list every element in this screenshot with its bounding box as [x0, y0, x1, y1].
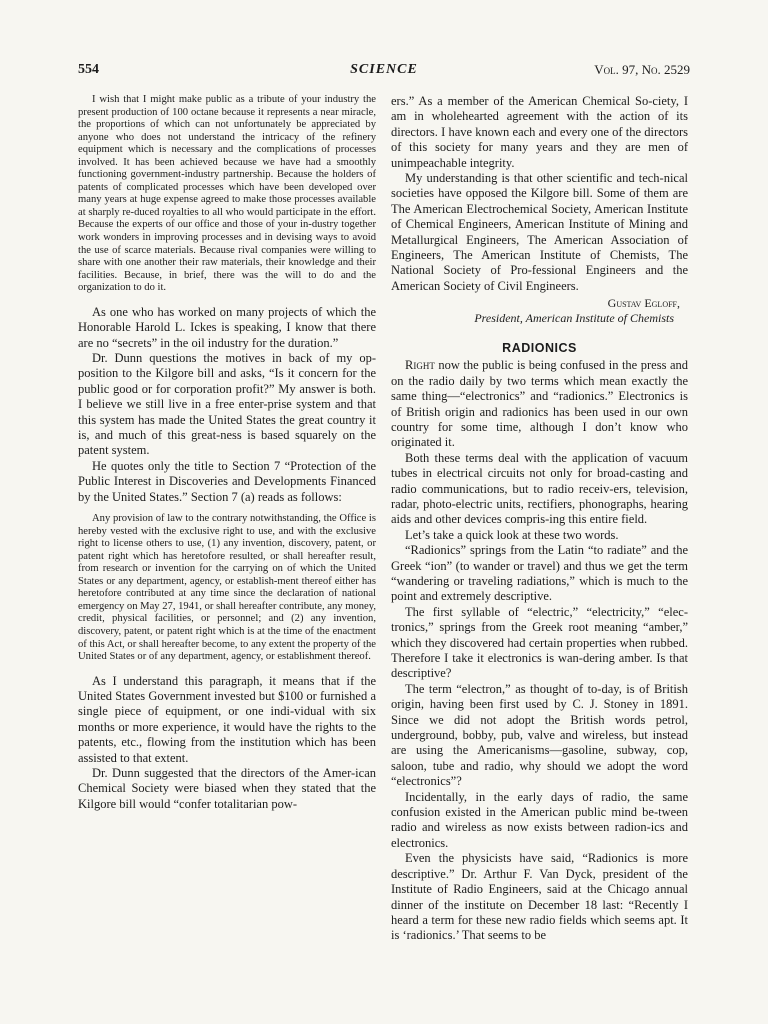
paragraph: Incidentally, in the early days of radio, the same confusion existed in the American public mind be-tween radio and wireless as now exists between radion-ics and electronics. — [391, 789, 688, 850]
right-column — [391, 94, 688, 944]
paragraph-text: now the public is being confused in the press and on the radio daily by two terms which mean exactly the same thing—“electronics” and “radionics.” Electronics is of British origin and radionics has been used in our own country for some time, although I don’t know who originated it. — [391, 358, 688, 450]
paragraph: Let’s take a quick look at these two words. — [405, 527, 619, 542]
paragraph: “Radionics” springs from the Latin “to radiate” and the Greek “ion” (to wander or travel) and thus we get the term “wandering or traveling radiations,” which is much to the point and extremely descriptive. — [391, 543, 688, 604]
paragraph: He quotes only the title to Section 7 “Protection of the Public Interest in Discoveries and Developments Financed by the United States.” Section 7 (a) reads as follows: — [78, 458, 376, 504]
paragraph: As I understand this paragraph, it means that if the United States Government invested but $100 or furnished a single piece of equipment, or one indi-vidual with six months or more experience, it would have the rights to the patents, etc., flowing from the institution which has been assisted to that extent. — [78, 673, 376, 765]
lead-word: Right — [405, 358, 435, 373]
signature-title: President, American Institute of Chemists — [474, 311, 674, 326]
paragraph: ers.” As a member of the American Chemical So-ciety, I am in wholehearted agreement with the action of its directors. I have known each and every one of the directors of this society for many years and they are men of unimpeachable integrity. — [391, 94, 688, 170]
quote-section-7a: Any provision of law to the contrary notwithstanding, the Office is hereby vested with the exclusive right to use, and with the exclusive right to license others to use, (1) any invention, discovery, patent, or patent right which has heretofore resulted, or shall hereafter result, from research or invention for the carrying on of which the United States or any department, agency, or establish-ment thereof either has heretofore contributed at any time since the declaration of national emergency on May 27, 1941, or shall hereafter contribute, any money, credit, physical facilities, or personnel; and (2) any invention, discovery, patent, or patent right which is at the time of the enactment of this Act, or shall hereafter become, to any extent the property of the United States or of any department, agency, or establishment thereof. — [78, 513, 377, 663]
paragraph: Dr. Dunn questions the motives in back of my op-position to the Kilgore bill and asks, “Is it concern for the public good or for corporation profit?” My answer is both. I believe we still live in a free enter-prise system and that this system has made the United States the great country it is, and much of this great-ness is based squarely on the patent system. — [78, 350, 376, 458]
paragraph — [391, 358, 688, 450]
paragraph: The first syllable of “electric,” “electricity,” “elec-tronics,” springs from the Greek root meaning “amber,” which they discovered had certain properties when rubbed. Therefore I take it electronics is wan-dering amber. Is that descriptive? — [391, 604, 688, 681]
page-header — [78, 62, 690, 82]
paragraph: Both these terms deal with the application of vacuum tubes in electrical circuits not only for broad-casting and radio communications, but to radio receiv-ers, television, radar, photo-electric units, rectifiers, phonographs, hearing aids and other devices compris-ing this entire field. — [391, 450, 688, 527]
page-number: 554 — [78, 62, 99, 77]
signature-name: Gustav Egloff, — [607, 296, 680, 311]
journal-title: SCIENCE — [350, 62, 418, 77]
paragraph: The term “electron,” as thought of to-day, is of British origin, having been first used by C. J. Stoney in 1891. Since we did not adopt the British words petrol, underground, bobby, pub, valve and wireless, but instead are using the Americanisms—gasoline, subway, cop, saloon, tube and radio, why should we adopt the word “electronics”? — [391, 681, 688, 789]
quote-ickes: I wish that I might make public as a tribute of your industry the present production of 100 octane because it represents a near miracle, the proportions of which can not unfortunately be appreciated by anyone who does not understand the intricacy of the refinery equipment which is necessary and the complications of processes involved. It has been achieved because we have had a smoothly functioning government-industry partnership. Because the holders of patents of complicated processes which have been developed over many years at huge expense agreed to make those processes available at sharply re-duced royalties to all who would participate in the effort. Because the experts of our office and those of your in-dustry together work wonders in improving processes and in devising ways to avoid the use of scarce materials. Because rival companies were willing to share with one another their raw materials, their knowledge and their facilities. Because, in brief, there was the will to do and the organization to do it. — [78, 94, 376, 294]
paragraph: My understanding is that other scientific and tech-nical societies have opposed the Kilgore bill. Some of them are The American Electrochemical Society, American Institute of Chemical Engineers, American Institute of Mining and Metallurgical Engineers, The American Association of Engineers, The American Institute of Chemists, The National Society of Pro-fessional Engineers and the American Society of Civil Engineers. — [391, 171, 688, 293]
paragraph: Dr. Dunn suggested that the directors of the Amer-ican Chemical Society were biased when they stated that the Kilgore bill would “confer totalitarian pow- — [78, 766, 376, 811]
paragraph: Even the physicists have said, “Radionics is more descriptive.” Dr. Arthur F. Van Dyck, president of the Institute of Radio Engineers, said at the Chicago annual dinner of the institute on December 18 last: “Recently I heard a term for these new radio fields which seems apt. It is ‘radionics.’ That seems to be — [391, 851, 688, 943]
section-heading: RADIONICS — [502, 341, 577, 356]
left-column — [78, 94, 376, 812]
volume-issue: Vol. 97, No. 2529 — [594, 62, 690, 77]
paragraph: As one who has worked on many projects of which the Honorable Harold L. Ickes is speaking, I know that there are no “secrets” in the oil industry for the duration.” — [78, 304, 376, 350]
